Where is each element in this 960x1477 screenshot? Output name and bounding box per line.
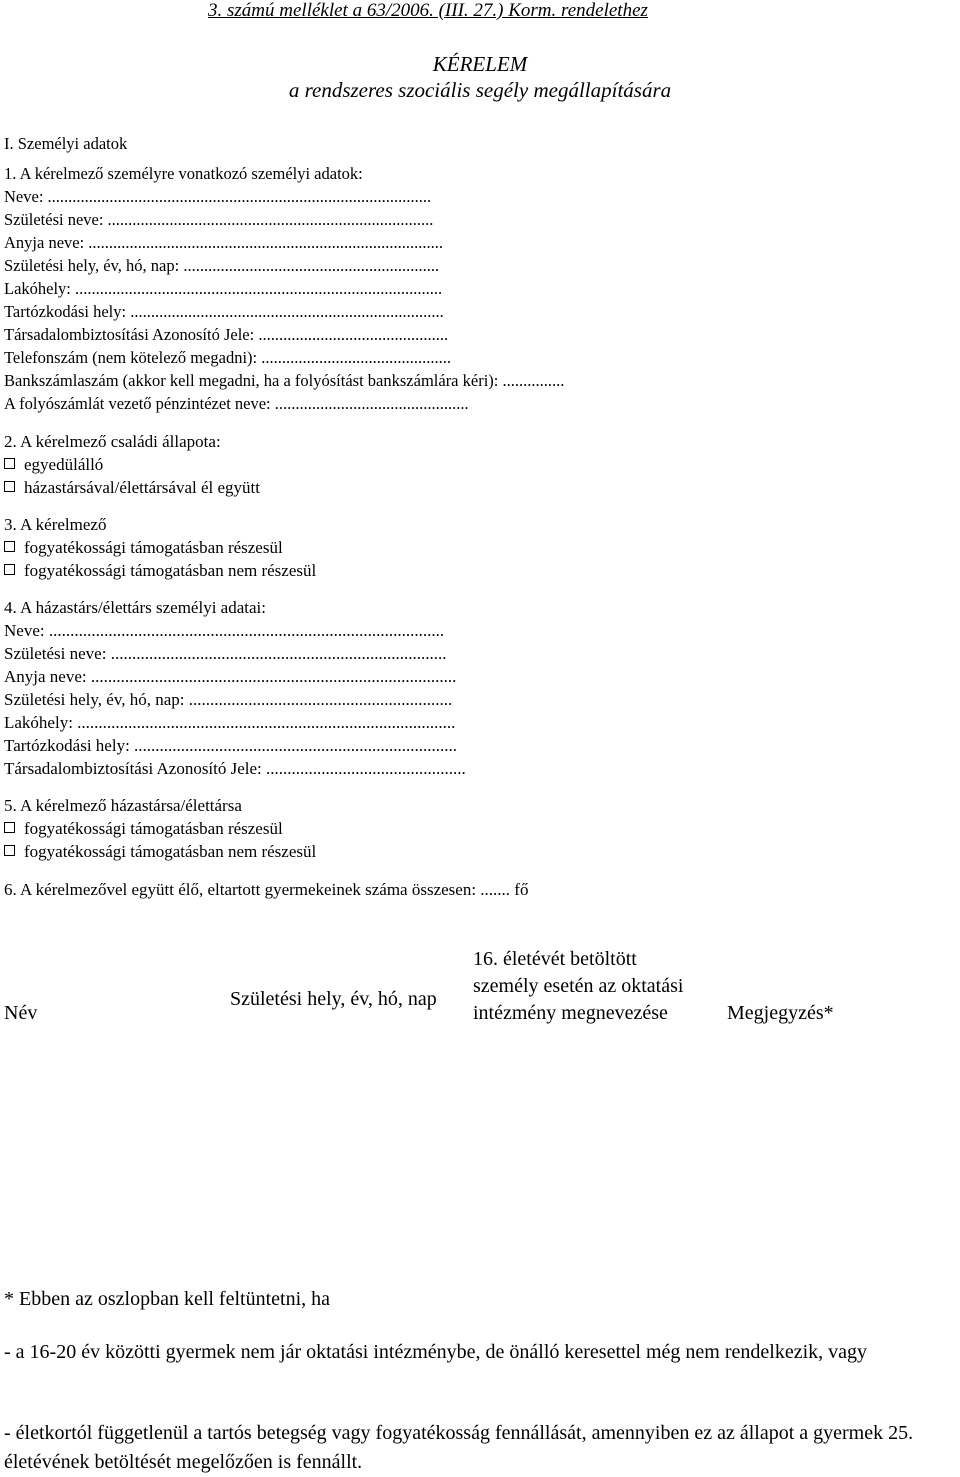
field-mother-name: Anyja neve: ...................................................................................... [4, 233, 444, 252]
option-label: fogyatékossági támogatásban részesül [24, 538, 283, 557]
field-birth-name: Születési neve: ............................................................................... [4, 210, 434, 229]
spouse-field-residence: Lakóhely: ......................................................................................... [4, 713, 456, 732]
spouse-field-stay-place: Tartózkodási hely: ............................................................................ [4, 736, 458, 755]
q3-title: 3. A kérelmező [4, 515, 107, 534]
q3-option-no[interactable] [4, 561, 316, 581]
spouse-field-birth-place-date: Születési hely, év, hó, nap: .............................................................. [4, 690, 453, 709]
q5-title: 5. A kérelmező házastársa/élettársa [4, 796, 242, 815]
form-subtitle: a rendszeres szociális segély megállapítására [288, 78, 672, 102]
field-birth-place-date: Születési hely, év, hó, nap: .............................................................. [4, 256, 440, 275]
option-label: fogyatékossági támogatásban nem részesül [24, 842, 317, 861]
option-label: házastársával/élettársával él együtt [24, 478, 260, 497]
spouse-field-birth-name: Születési neve: ............................................................................... [4, 644, 447, 663]
q3-option-yes[interactable] [4, 538, 283, 558]
footnote-item-1: - a 16-20 év közötti gyermek nem jár oktatási intézménybe, de önálló keresettel még nem rendelkezik, vagy [4, 1341, 868, 1363]
q2-option-single[interactable] [4, 455, 103, 475]
annex-reference: 3. számú melléklet a 63/2006. (III. 27.) Korm. rendelethez [208, 0, 648, 21]
option-label: egyedülálló [24, 455, 104, 474]
footnote-item-2: - életkortól függetlenül a tartós betegség vagy fogyatékosság fennállását, amennyiben ez az állapot a gyermek 25. életévének betöltését megelőzően is fennállt. [4, 1422, 914, 1473]
q2-title: 2. A kérelmező családi állapota: [4, 432, 221, 451]
field-stay-place: Tartózkodási hely: ............................................................................ [4, 302, 444, 321]
field-name: Neve: ............................................................................................. [4, 187, 432, 206]
spouse-field-taj: Társadalombiztosítási Azonosító Jele: ............................................... [4, 759, 466, 778]
checkbox[interactable] [4, 458, 15, 469]
spouse-field-name: Neve: ............................................................................................. [4, 621, 445, 640]
checkbox[interactable] [4, 541, 15, 552]
table-header-birth: Születési hely, év, hó, nap [230, 988, 437, 1010]
q4-title: 4. A házastárs/élettárs személyi adatai: [4, 598, 266, 617]
footnote-intro: * Ebben az oszlopban kell feltüntetni, ha [4, 1288, 331, 1310]
spouse-field-mother-name: Anyja neve: ...................................................................................... [4, 667, 457, 686]
field-residence: Lakóhely: ......................................................................................... [4, 279, 443, 298]
field-bank-account: Bankszámlaszám (akkor kell megadni, ha a folyósítást bankszámlára kéri): ............... [4, 371, 565, 390]
table-header-note: Megjegyzés* [727, 1002, 834, 1024]
option-label: fogyatékossági támogatásban nem részesül [24, 561, 317, 580]
checkbox[interactable] [4, 564, 15, 575]
form-title: KÉRELEM [432, 52, 528, 76]
field-phone: Telefonszám (nem kötelező megadni): .............................................. [4, 348, 451, 367]
q5-option-no[interactable] [4, 842, 316, 862]
field-bank-name: A folyószámlát vezető pénzintézet neve: ............................................... [4, 394, 469, 413]
q2-option-married[interactable] [4, 478, 260, 498]
table-header-school: 16. életévét betöltött személy esetén az oktatási intézmény megnevezése [473, 948, 684, 1024]
section-heading: I. Személyi adatok [4, 134, 128, 153]
option-label: fogyatékossági támogatásban részesül [24, 819, 283, 838]
checkbox[interactable] [4, 845, 15, 856]
checkbox[interactable] [4, 481, 15, 492]
q1-title: 1. A kérelmező személyre vonatkozó személyi adatok: [4, 164, 363, 183]
checkbox[interactable] [4, 822, 15, 833]
field-taj: Társadalombiztosítási Azonosító Jele: .............................................. [4, 325, 449, 344]
q6-children-count: 6. A kérelmezővel együtt élő, eltartott gyermekeinek száma összesen: ....... fő [4, 880, 529, 899]
q5-option-yes[interactable] [4, 819, 283, 839]
table-header-name: Név [4, 1002, 38, 1024]
